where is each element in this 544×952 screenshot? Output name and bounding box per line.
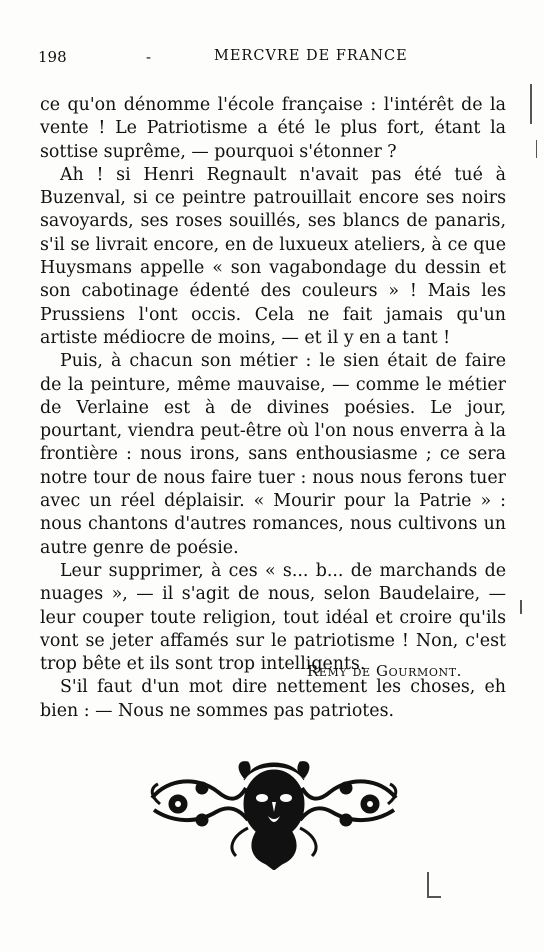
page-number: 198 xyxy=(38,48,67,66)
paragraph-4: Leur supprimer, à ces « s... b... de marchands de nuages », — il s'agit de nous, selon Baudelaire, — leur couper toute religion, tout idéal et croire qu'ils vont se jeter affamés sur le patriotisme ! Non, c'est trop bête et ils sont trop intelligents. xyxy=(40,560,506,675)
header-separator: - xyxy=(146,48,152,66)
running-title: MERCVRE DE FRANCE xyxy=(214,48,408,64)
page-corner-mark xyxy=(427,872,429,898)
page-edge-mark xyxy=(530,84,532,124)
body-text xyxy=(40,94,506,723)
paragraph-2: Ah ! si Henri Regnault n'avait pas été tué à Buzenval, si ce peintre patrouillait encore ses noirs savoyards, ses roses souillés, ses blancs de panaris, s'il se livrait encore, en de luxueux ateliers, à ce que Huysmans appelle « son vagabondage du dessin et son cabotinage édenté des couleurs » ! Mais les Prussiens l'ont occis. Cela ne fait jamais qu'un artiste médiocre de moins, — et il y en a tant ! xyxy=(40,164,506,348)
paragraph-5: S'il faut d'un mot dire nettement les choses, eh bien : — Nous ne sommes pas patriotes. xyxy=(40,677,506,721)
page-edge-mark xyxy=(536,140,537,158)
paragraph-3: Puis, à chacun son métier : le sien était de faire de la peinture, même mauvaise, — comme le métier de Verlaine est à de divines poésies. Le jour, pourtant, viendra peut-être où l'on nous enverra à la frontière : nous irons, sans enthousiasme ; ce sera notre tour de nous faire tuer : nous nous ferons tuer avec un réel déplaisir. « Mourir pour la Patrie » : nous chantons d'autres romances, nous cultivons un autre genre de poésie. xyxy=(40,351,506,558)
paragraph-1: ce qu'on dénomme l'école française : l'intérêt de la vente ! Le Patriotisme a été le plus fort, étant la sottise suprême, — pourquoi s'étonner ? xyxy=(40,95,506,162)
page-corner-mark xyxy=(427,896,441,898)
page-header xyxy=(38,48,508,70)
cul-de-lampe-ornament-icon xyxy=(148,758,400,870)
page-edge-mark xyxy=(520,600,522,614)
author-signature: Remy de Gourmont. xyxy=(307,662,462,680)
